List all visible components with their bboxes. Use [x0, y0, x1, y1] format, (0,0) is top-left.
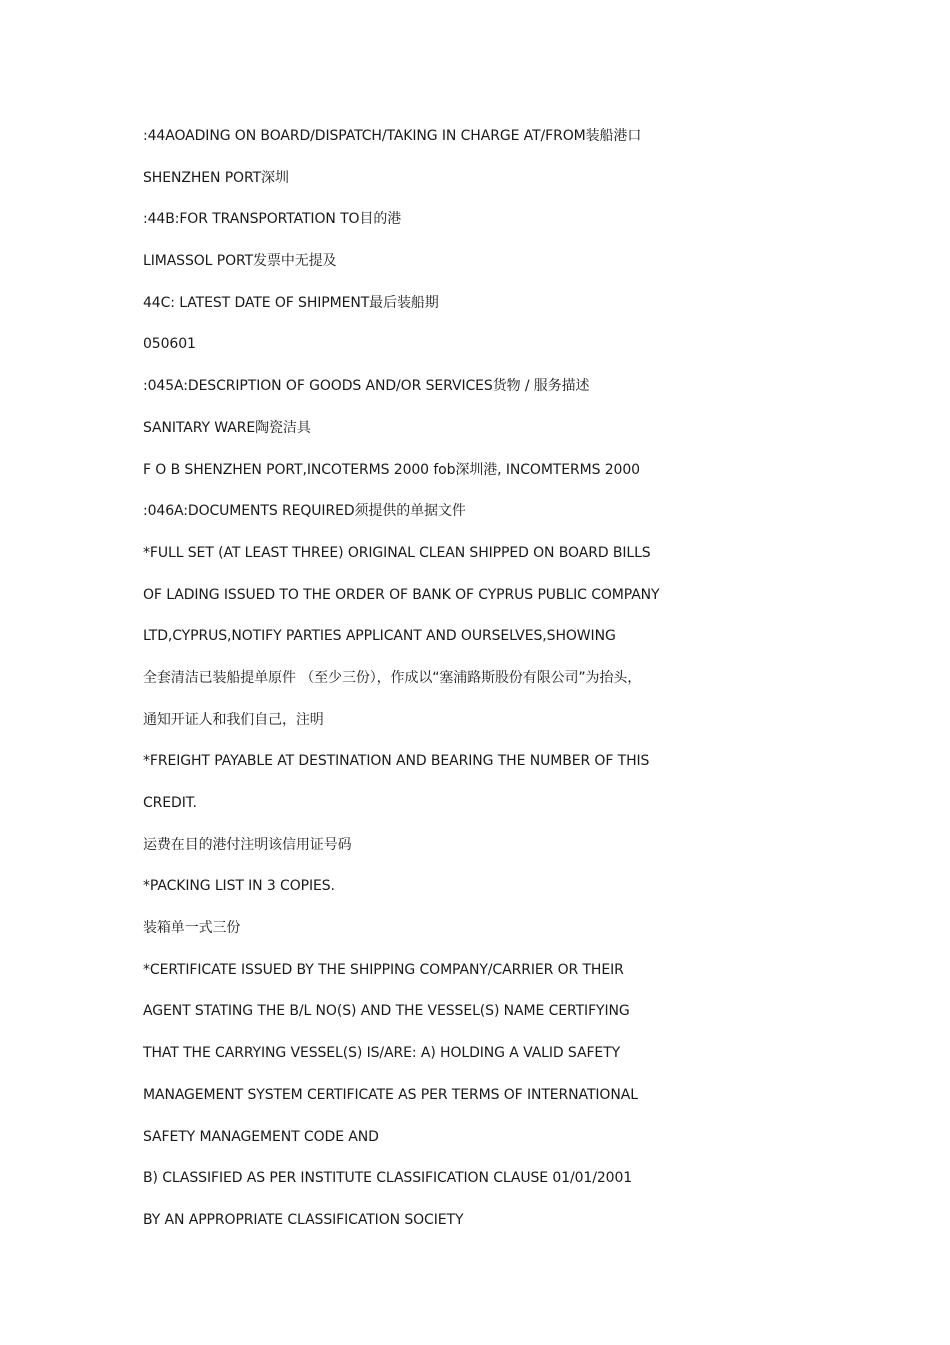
line-goods: SANITARY WARE陶瓷洁具	[143, 419, 311, 436]
line-packing-list: *PACKING LIST IN 3 COPIES.	[143, 878, 335, 895]
line-certificate-5: SAFETY MANAGEMENT CODE AND	[143, 1128, 379, 1145]
line-freight-cn: 运费在目的港付注明该信用证号码	[143, 836, 352, 853]
line-44c: 44C: LATEST DATE OF SHIPMENT最后装船期	[143, 294, 439, 311]
line-destination-port: LIMASSOL PORT发票中无提及	[143, 253, 337, 270]
line-certificate-4: MANAGEMENT SYSTEM CERTIFICATE AS PER TERMS OF INTERNATIONAL	[143, 1086, 638, 1103]
line-certificate-1: *CERTIFICATE ISSUED BY THE SHIPPING COMPANY/CARRIER OR THEIR	[143, 961, 624, 978]
line-44b: :44B:FOR TRANSPORTATION TO目的港	[143, 211, 402, 228]
line-46a: :046A:DOCUMENTS REQUIRED须提供的单据文件	[143, 503, 466, 520]
line-certificate-6: B) CLASSIFIED AS PER INSTITUTE CLASSIFICATION CLAUSE 01/01/2001	[143, 1170, 633, 1187]
line-certificate-3: THAT THE CARRYING VESSEL(S) IS/ARE: A) HOLDING A VALID SAFETY	[143, 1045, 621, 1062]
line-certificate-2: AGENT STATING THE B/L NO(S) AND THE VESSEL(S) NAME CERTIFYING	[143, 1003, 630, 1020]
line-bill-of-lading-cn-2: 通知开证人和我们自己，注明	[143, 711, 324, 728]
line-bill-of-lading-2: OF LADING ISSUED TO THE ORDER OF BANK OF CYPRUS PUBLIC COMPANY	[143, 586, 660, 603]
line-loading-port: SHENZHEN PORT深圳	[143, 169, 289, 186]
line-incoterms: F O B SHENZHEN PORT,INCOTERMS 2000 fob深圳港, INCOMTERMS 2000	[143, 461, 640, 478]
line-packing-list-cn: 装箱单一式三份	[143, 920, 241, 937]
line-shipment-date: 050601	[143, 336, 196, 353]
line-bill-of-lading-cn-1: 全套清洁已装船提单原件 （至少三份），作成以“塞浦路斯股份有限公司”为抬头，	[143, 669, 642, 686]
line-freight-1: *FREIGHT PAYABLE AT DESTINATION AND BEARING THE NUMBER OF THIS	[143, 753, 650, 770]
line-bill-of-lading-3: LTD,CYPRUS,NOTIFY PARTIES APPLICANT AND OURSELVES,SHOWING	[143, 628, 616, 645]
line-45a: :045A:DESCRIPTION OF GOODS AND/OR SERVICES货物 / 服务描述	[143, 378, 590, 395]
line-freight-2: CREDIT.	[143, 795, 197, 811]
line-44a: :44AOADING ON BOARD/DISPATCH/TAKING IN CHARGE AT/FROM装船港口	[143, 128, 642, 144]
line-bill-of-lading-1: *FULL SET (AT LEAST THREE) ORIGINAL CLEAN SHIPPED ON BOARD BILLS	[143, 544, 651, 561]
line-certificate-7: BY AN APPROPRIATE CLASSIFICATION SOCIETY	[143, 1211, 464, 1228]
document-body	[143, 123, 743, 1249]
